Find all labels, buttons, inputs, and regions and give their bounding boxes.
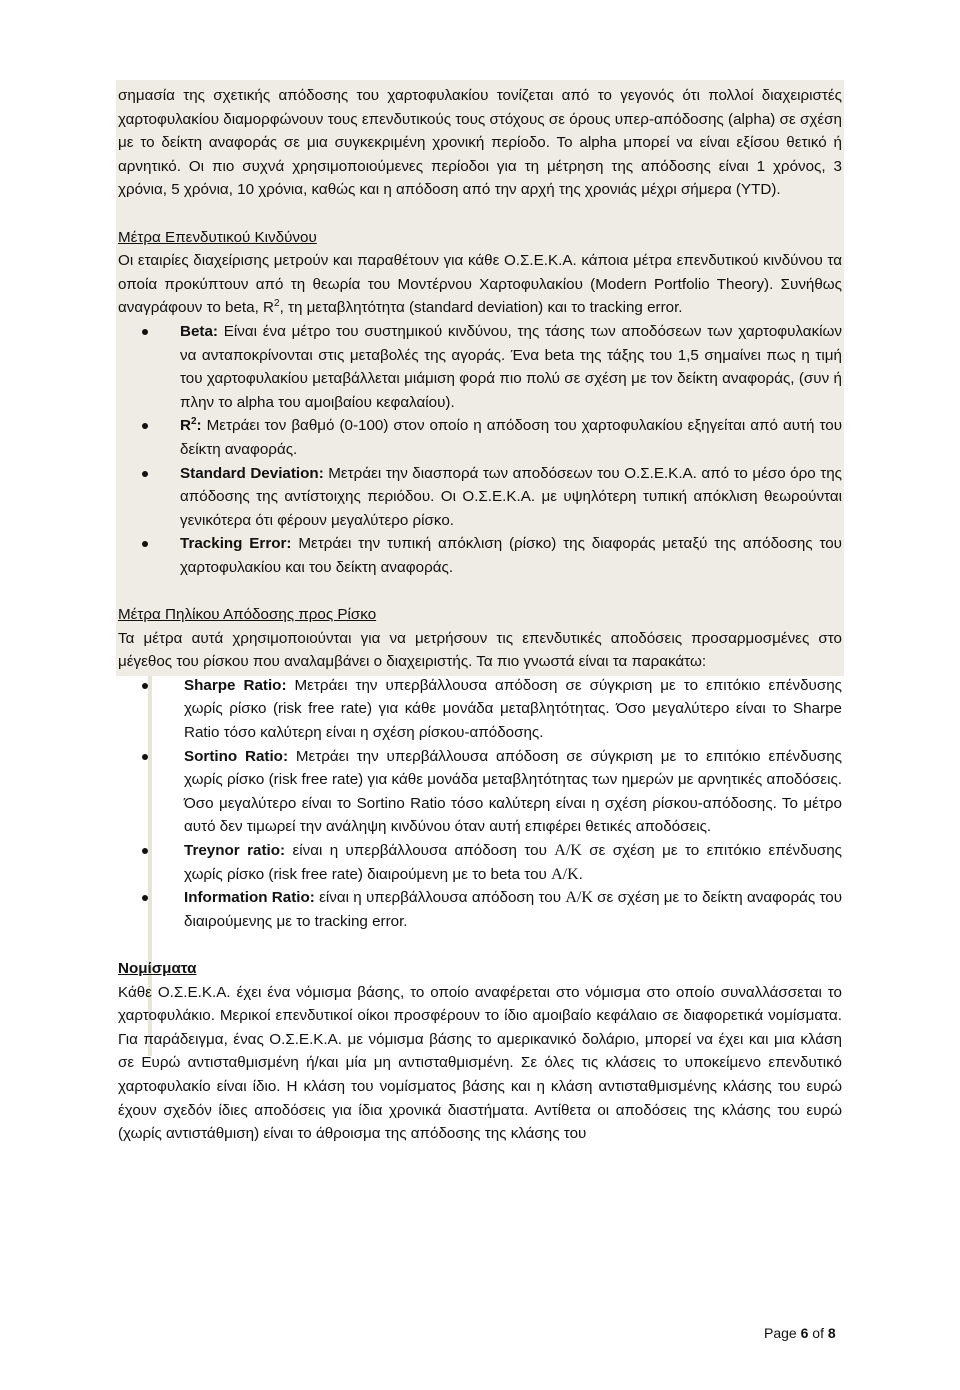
item-term: $R^2$: (180, 416, 202, 435)
page-content (118, 84, 842, 1146)
risk-heading: Μέτρα Επενδυτικού Κινδύνου (118, 228, 317, 246)
item-abbrev: Α/Κ (551, 865, 579, 883)
bullet-icon (142, 329, 148, 335)
return-heading: Μέτρα Πηλίκου Απόδοσης προς Ρίσκο (118, 606, 377, 624)
risk-intro (118, 249, 842, 320)
bullet-icon (142, 541, 148, 547)
item-text: σε σχέση με το δείκτη αναφοράς του διαιρούμενης με το tracking error. (184, 889, 842, 930)
list-item (118, 462, 842, 533)
item-text: Μετράει την υπερβάλλουσα απόδοση σε σύγκριση με το επιτόκιο επένδυσης χωρίς ρίσκο (risk free rate) για κάθε μονάδα μεταβλητότητας. Όσο μεγαλύτερο είναι το Sharpe Ratio τόσο καλύτερη είναι η σχέση ρίσκου-απόδοσης. (184, 676, 842, 742)
list-item (118, 674, 842, 745)
item-text: Μετράει τον βαθμό (0-100) στον οποίο η απόδοση του χαρτοφυλακίου εξηγείται από αυτή του δείκτη αναφοράς. (180, 417, 842, 458)
item-text: . (578, 865, 583, 883)
item-text: Μετράει την διασπορά των αποδόσεων του Ο.Σ.Ε.Κ.Α. από το μέσο όρο της απόδοσης της αντίστοιχης περιόδου. Οι Ο.Σ.Ε.Κ.Α. με υψηλότερη τυπική απόκλιση θεωρούνται γενικότερα ότι φέρουν μεγαλύτερο ρίσκο. (180, 464, 842, 529)
item-text: είναι η υπερβάλλουσα απόδοση του (285, 842, 555, 859)
list-item (118, 839, 842, 886)
page-footer: Page 6 of 8 (764, 1325, 836, 1341)
bullet-icon (142, 423, 148, 429)
item-term: Sharpe Ratio: (184, 676, 287, 694)
currency-paragraph: Κάθε Ο.Σ.Ε.Κ.Α. έχει ένα νόμισμα βάσης, το οποίο αναφέρεται στο νόμισμα στο οποίο συναλλάσσεται το χαρτοφυλάκιο. Μερικοί επενδυτικοί οίκοι προσφέρουν το ίδιο αμοιβαίο κεφάλαιο σε διαφορετικά νομίσματα. Για παράδειγμα, ένας Ο.Σ.Ε.Κ.Α. με νόμισμα βάσης το αμερικανικό δολάριο, μπορεί να έχει και μια κλάση σε Ευρώ αντισταθμισμένη ή/και μία μη αντισταθμισμένη. Σε όλες τις κλάσεις το υποκείμενο επενδυτικό χαρτοφυλακίο είναι ίδιο. Η κλάση του νομίσματος βάσης και η κλάση αντισταθμισμένης κλάσης του ευρώ έχουν σχεδόν ίδιες αποδόσεις για ίδια χρονικά διαστήματα. Αντίθετα οι αποδόσεις της κλάσης του ευρώ (χωρίς αντιστάθμιση) είναι το άθροισμα της απόδοσης της κλάσης του (118, 983, 842, 1143)
item-term: Sortino Ratio: (184, 747, 289, 765)
return-intro: Τα μέτρα αυτά χρησιμοποιούνται για να μετρήσουν τις επενδυτικές αποδόσεις προσαρμοσμένες στο μέγεθος του ρίσκου που αναλαμβάνει ο διαχειριστής. Τα πιο γνωστά είναι τα παρακάτω: (118, 629, 842, 671)
list-item (118, 320, 842, 414)
intro-paragraph: σημασία της σχετικής απόδοσης του χαρτοφυλακίου τονίζεται από το γεγονός ότι πολλοί διαχειριστές χαρτοφυλακίου διαμορφώνουν τους επενδυτικούς τους στόχους σε όρους υπερ-απόδοσης (alpha) σε σχέση με το δείκτη αναφοράς σε μια συγκεκριμένη χρονική περίοδο. Το alpha μπορεί να είναι εξίσου θετικό ή αρνητικό. Οι πιο συχνά χρησιμοποιούμενες περίοδοι για τη μέτρηση της απόδοσης είναι 1 χρόνος, 3 χρόνια, 5 χρόνια, 10 χρόνια, καθώς και η απόδοση από την αρχή της χρονιάς μέχρι σήμερα (YTD). (118, 87, 842, 199)
list-item (118, 886, 842, 933)
page-number: 6 (800, 1325, 809, 1341)
item-term: Information Ratio: (184, 889, 315, 907)
risk-intro-sup: 2 (274, 298, 280, 310)
bullet-icon (142, 848, 148, 854)
risk-intro-text-b: , τη μεταβλητότητα (standard deviation) και το tracking error. (279, 299, 683, 317)
return-list (118, 674, 842, 934)
bullet-icon (142, 471, 148, 477)
item-text: είναι η υπερβάλλουσα απόδοση του (314, 889, 566, 907)
page-total: 8 (827, 1325, 836, 1341)
currency-heading: Νομίσματα (118, 959, 197, 977)
risk-intro-text-a: Οι εταιρίες διαχείρισης μετρούν και παραθέτουν για κάθε Ο.Σ.Ε.Κ.Α. κάποια μέτρα επενδυτικού κινδύνου τα οποία προκύπτουν από τη θεωρία του Μοντέρνου Χαρτοφυλακίου (Modern Portfolio Theory). Συνήθως αναγράφουν το beta, R (118, 252, 842, 317)
list-item (118, 745, 842, 839)
item-abbrev: Α/Κ (565, 889, 593, 907)
list-item (118, 532, 842, 579)
item-term: Tracking Error: (180, 535, 292, 553)
item-term: Standard Deviation: (180, 464, 324, 482)
item-term: Treynor ratio: (184, 842, 286, 859)
item-term: Beta: (180, 322, 218, 340)
item-text: Μετράει την υπερβάλλουσα απόδοση σε σύγκριση με το επιτόκιο επένδυσης χωρίς ρίσκο (risk free rate) για κάθε μονάδα μεταβλητότητας των ημερών με αρνητικές αποδόσεις. Όσο μεγαλύτερο είναι το Sortino Ratio τόσο καλύτερη είναι η σχέση ρίσκου-απόδοσης. Το μέτρο αυτό δεν τιμωρεί την ανάληψη κινδύνου όταν αυτή επιφέρει θετικές αποδόσεις. (184, 747, 842, 836)
item-text: σε σχέση με το επιτόκιο επένδυσης χωρίς ρίσκο (risk free rate) διαιρούμενη με το beta του (184, 842, 842, 883)
item-text: Μετράει την τυπική απόκλιση (ρίσκο) της διαφοράς μεταξύ της απόδοσης του χαρτοφυλακίου και του δείκτη αναφοράς. (180, 535, 842, 576)
bullet-icon (142, 754, 148, 760)
risk-list (118, 320, 842, 580)
bullet-icon (142, 683, 148, 689)
item-text: Είναι ένα μέτρο του συστημικού κινδύνου, της τάσης των αποδόσεων των χαρτοφυλακίων να ανταποκρίνονται στις μεταβολές της αγοράς. Ένα beta της τάξης του 1,5 σημαίνει πως η τιμή του χαρτοφυλακίου μεταβάλλεται μιάμιση φορά πιο πολύ σε σχέση με τον δείκτη αναφοράς, (συν ή πλην το alpha του αμοιβαίου κεφαλαίου). (180, 322, 842, 411)
item-abbrev: Α/Κ (554, 842, 582, 859)
list-item (118, 414, 842, 461)
bullet-icon (142, 895, 148, 901)
